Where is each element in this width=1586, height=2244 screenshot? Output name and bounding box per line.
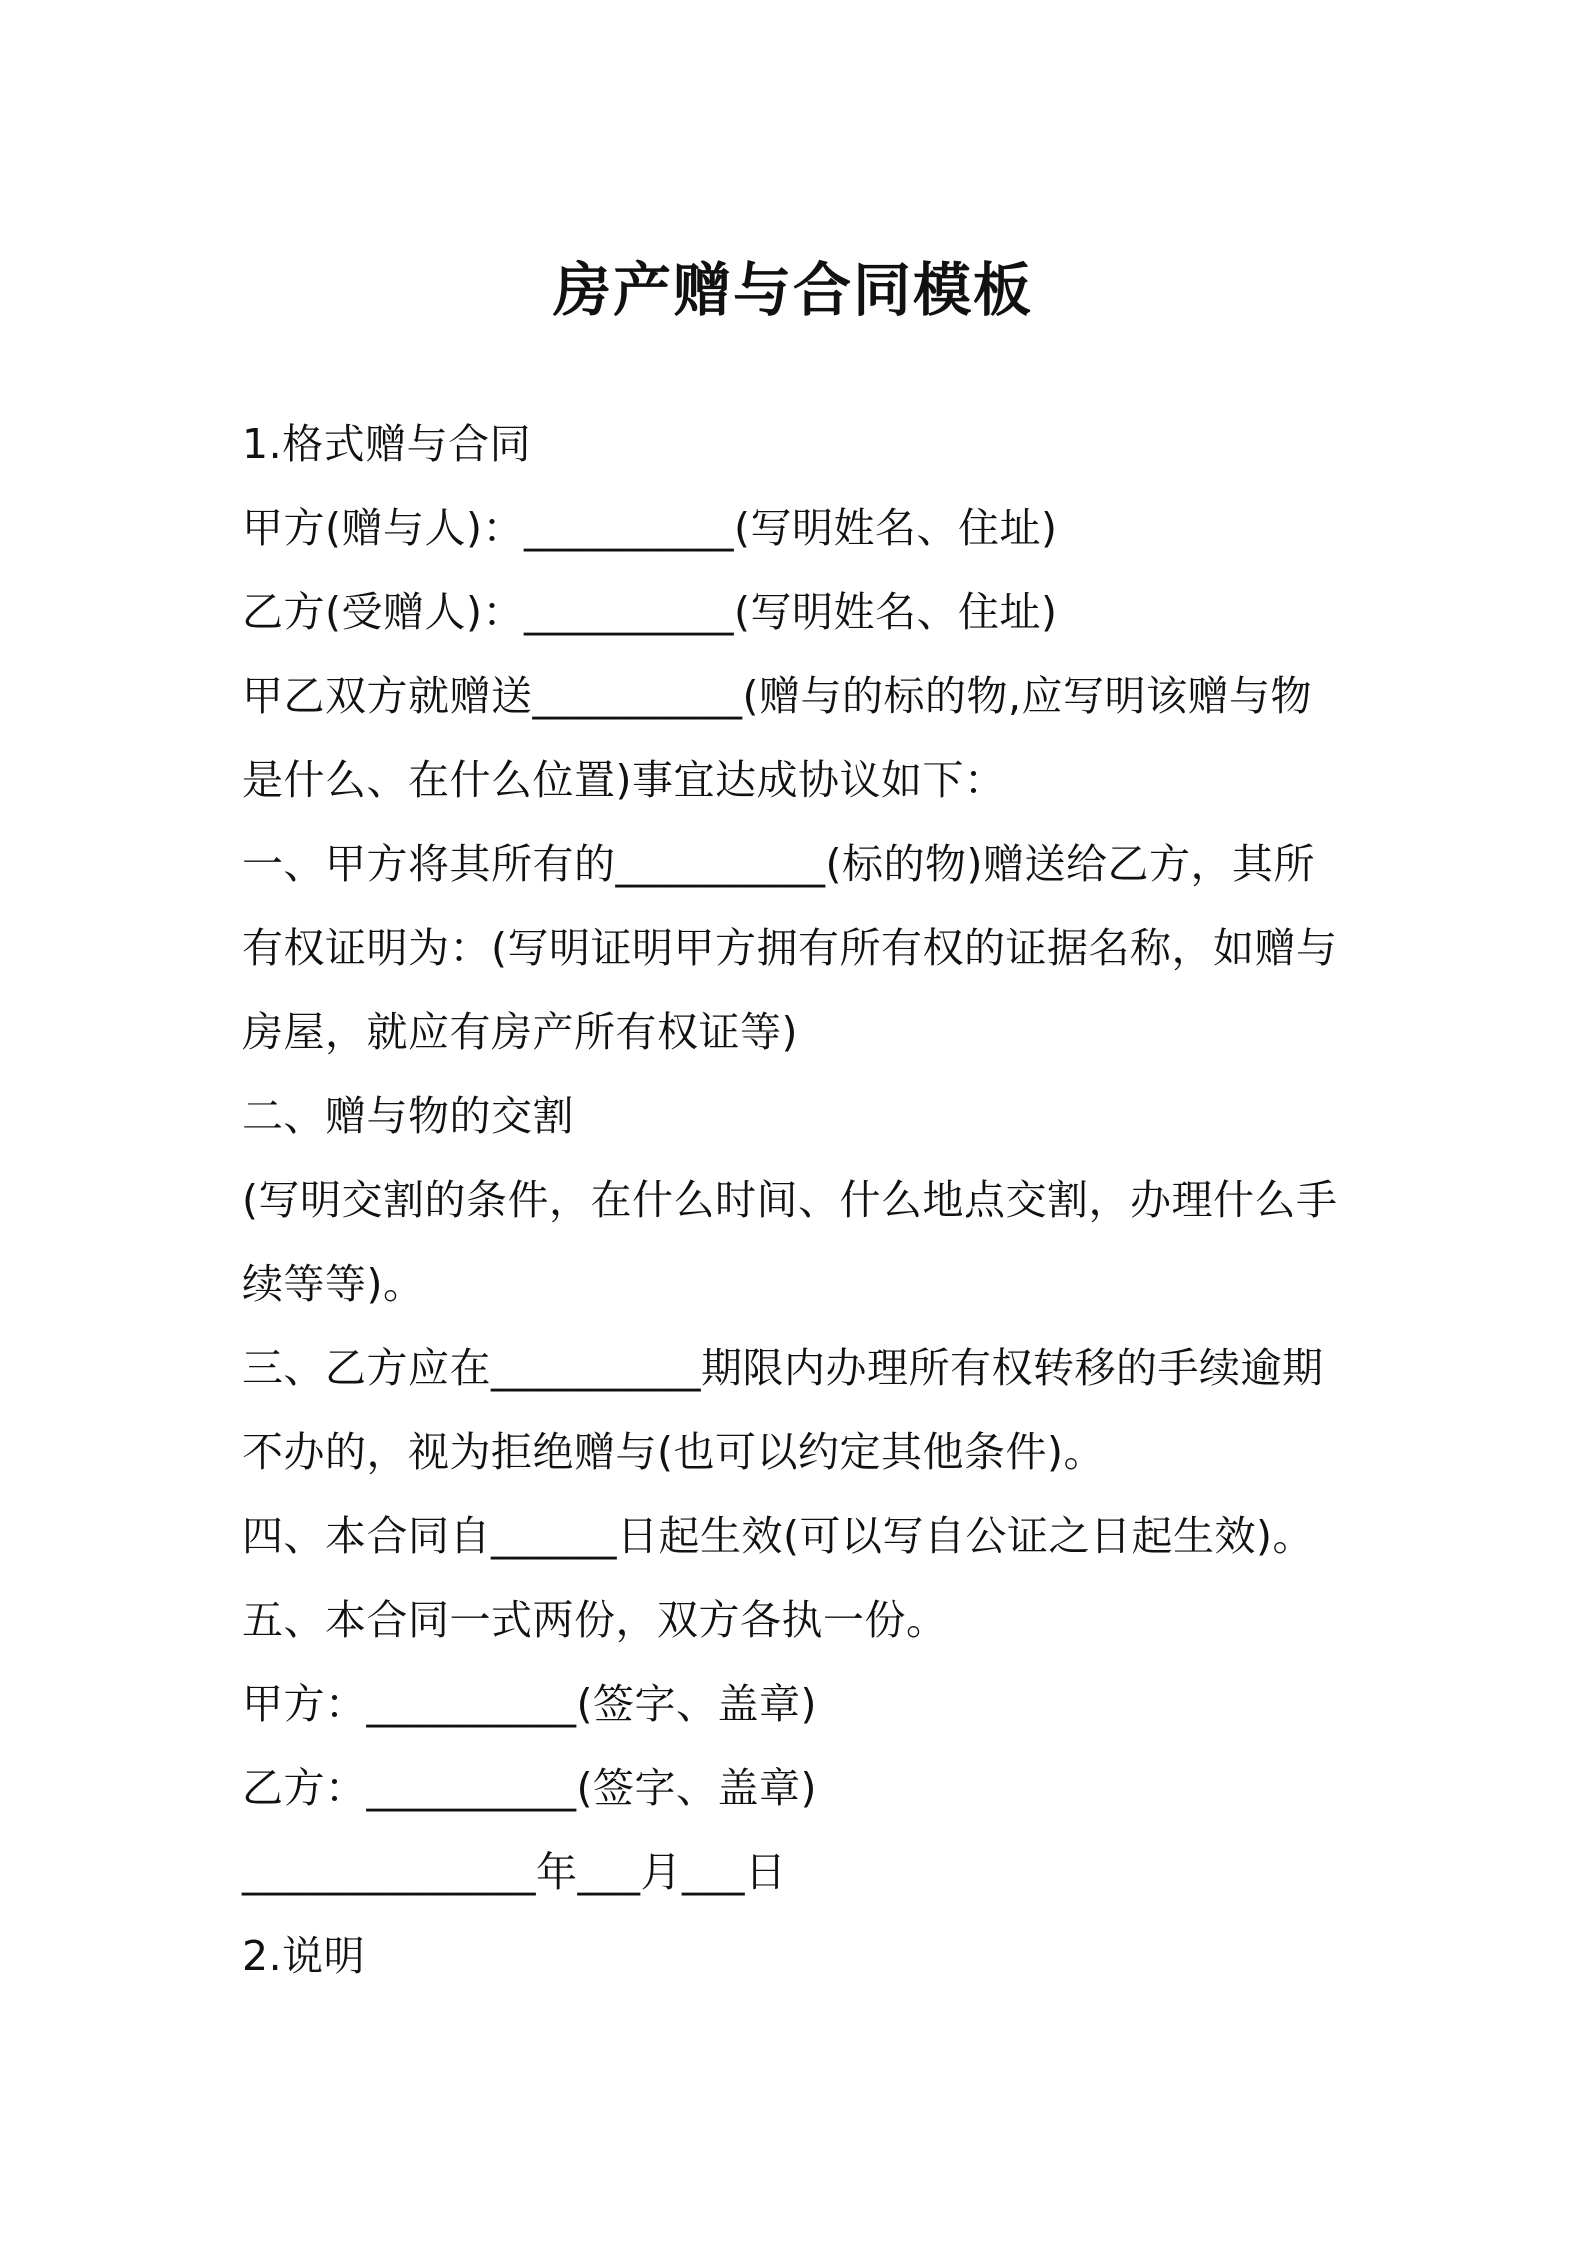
document-title: 房产赠与合同模板 [552, 256, 1033, 324]
clause-two-line-end: 续等等)。 [242, 1260, 425, 1308]
clause-one-line: 一、甲方将其所有的__________(标的物)赠送给乙方，其所 [242, 840, 1315, 888]
section-heading-notes: 2.说明 [242, 1932, 366, 1980]
party-a-line: 甲方(赠与人)：__________(写明姓名、住址) [242, 504, 1058, 552]
party-b-signature-line: 乙方：__________(签字、盖章) [242, 1764, 817, 1812]
agreement-intro-line: 甲乙双方就赠送__________(赠与的标的物,应写明该赠与物 [242, 672, 1313, 720]
clause-three-line: 三、乙方应在__________期限内办理所有权转移的手续逾期 [242, 1344, 1324, 1392]
clause-one-line-end: 房屋，就应有房产所有权证等) [242, 1008, 798, 1056]
clause-two-line: (写明交割的条件，在什么时间、什么地点交割，办理什么手 [242, 1176, 1338, 1224]
clause-four-line: 四、本合同自______日起生效(可以写自公证之日起生效)。 [242, 1512, 1314, 1560]
clause-five-line: 五、本合同一式两份，双方各执一份。 [242, 1596, 948, 1644]
party-a-signature-line: 甲方：__________(签字、盖章) [242, 1680, 817, 1728]
section-heading-format-contract: 1.格式赠与合同 [242, 420, 532, 468]
date-line: ______________年___月___日 [242, 1848, 787, 1896]
clause-two-heading: 二、赠与物的交割 [242, 1092, 574, 1140]
agreement-intro-line-cont: 是什么、在什么位置)事宜达成协议如下： [242, 756, 1006, 804]
clause-three-line-end: 不办的，视为拒绝赠与(也可以约定其他条件)。 [242, 1428, 1105, 1476]
party-b-line: 乙方(受赠人)：__________(写明姓名、住址) [242, 588, 1058, 636]
document-body [242, 402, 1360, 1998]
clause-one-line-cont: 有权证明为：(写明证明甲方拥有所有权的证据名称，如赠与 [242, 924, 1338, 972]
